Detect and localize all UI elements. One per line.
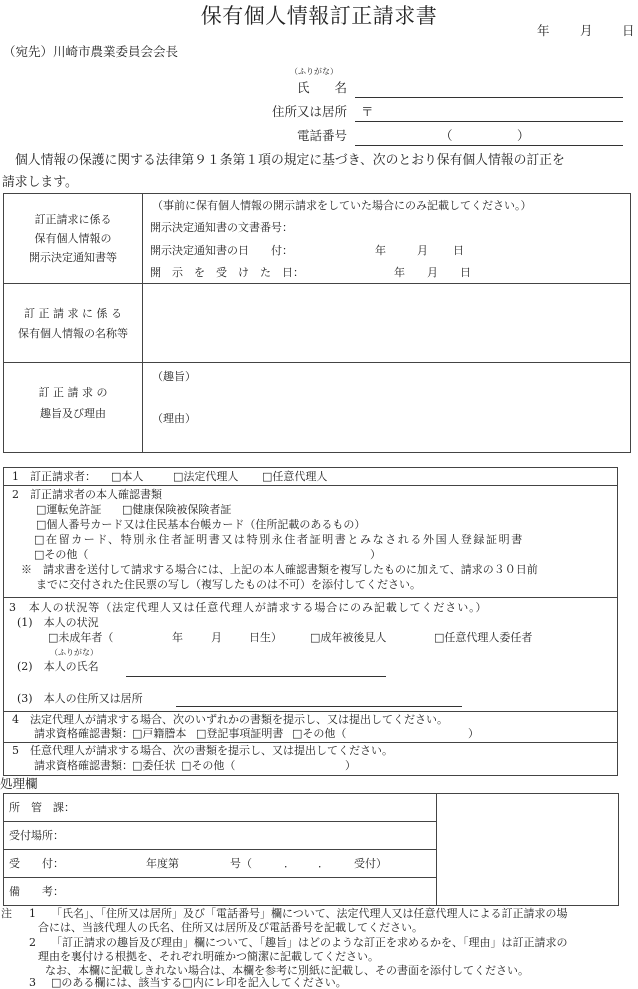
note3-line1: □のある欄には、該当する□内にレ印を記入してください。 [51,976,347,989]
checkbox-health-insurance[interactable]: □健康保険被保険者証 [122,503,232,516]
processing-received-suffix: 受付） [354,857,387,870]
date-day: 日 [622,23,635,38]
processing-dot2: ． [318,857,329,870]
processing-location-label: 受付場所： [9,829,64,842]
section5-docs-label: 請求資格確認書類： [34,759,133,772]
row2-label-line1: 訂 正 請 求 に 係 る [24,307,122,320]
details-row-line [3,485,618,486]
processing-heading: 処理欄 [0,776,38,791]
disclosure-note: （事前に保有個人情報の開示請求をしていた場合にのみ記載してください。） [152,199,532,212]
received-date-label: 開 示 を 受 け た 日： [150,266,304,279]
purpose-label: （趣旨） [152,370,196,383]
address-field[interactable] [355,121,623,122]
section4-label: 4 法定代理人が請求する場合、次のいずれかの書類を提示し、又は提出してください。 [12,713,448,726]
section1-label: 1 訂正請求者： [12,470,96,483]
row1-label-line2: 保有個人情報の [34,232,112,245]
other-id-close-paren: ） [370,548,381,561]
row3-label-line2: 趣旨及び理由 [40,407,106,420]
note1-line2: 合には、当該代理人の氏名、住所又は居所及び電話番号を記載してください。 [38,921,423,934]
main-table-row-line [3,283,631,284]
reason-label: （理由） [152,412,196,425]
note2-line1: 「訂正請求の趣旨及び理由」欄について、「趣旨」はどのような訂正を求めるかを、「理由」は訂正請求の [51,936,568,949]
phone-field[interactable] [355,145,623,146]
processing-fiscal-year: 年度第 [146,857,179,870]
person-furigana-label: （ふりがな） [50,648,98,657]
processing-row-line [3,821,436,822]
checkbox-self[interactable]: □本人 [111,470,144,483]
doc-date-month: 月 [417,244,428,257]
checkbox-power-of-attorney[interactable]: □委任状 [132,759,176,772]
postal-mark: 〒 [361,104,374,119]
person-name-label: (2) 本人の氏名 [17,660,99,673]
main-table-row-line [3,362,631,363]
doc-date-year: 年 [375,244,386,257]
row1-label-line1: 訂正請求に係る [34,213,112,226]
date-year: 年 [537,23,550,38]
minor-birth-day: 日生） [249,631,282,644]
section3-label: 3 本人の状況等（法定代理人又は任意代理人が請求する場合にのみ記載してください。） [9,601,488,614]
processing-department-label: 所 管 課： [9,801,75,814]
minor-birth-year: 年 [172,631,183,644]
checkbox-delegator[interactable]: □任意代理人委任者 [434,631,533,644]
checkbox-residence-card[interactable]: □在留カード、特別永住者証明書又は特別永住者証明書とみなされる外国人登録証明書 [34,533,524,546]
section5-label: 5 任意代理人が請求する場合、次の書類を提示し、又は提出してください。 [12,744,393,757]
processing-dot1: ． [284,857,295,870]
section2-label: 2 訂正請求者の本人確認書類 [12,488,162,501]
note2-line2: 理由を裏付ける根拠を、それぞれ明確かつ簡潔に記載してください。 [38,950,379,963]
person-status-label: (1) 本人の状況 [17,616,99,629]
notes-prefix: 注 [1,907,12,920]
row2-label-line2: 保有個人情報の名称等 [18,327,128,340]
row1-label-line3: 開示決定通知書等 [29,251,117,264]
person-address-field[interactable] [176,706,462,707]
mail-note-line1: ※ 請求書を送付して請求する場合には、上記の本人確認書類を複写したものに加えて、請求の３０日前 [21,563,538,576]
checkbox-family-register[interactable]: □戸籍謄本 [132,727,187,740]
main-table-divider [142,193,143,453]
note3-number: 3 [29,976,36,989]
checkbox-drivers-license[interactable]: □運転免許証 [36,503,102,516]
checkbox-other-voluntary-doc[interactable]: □その他（ [181,759,236,772]
minor-birth-month: 月 [211,631,222,644]
doc-date-day: 日 [453,244,464,257]
processing-remarks-label: 備 考： [9,885,64,898]
phone-open-paren: （ [440,128,453,143]
checkbox-voluntary-rep[interactable]: □任意代理人 [262,470,328,483]
received-date-day: 日 [460,266,471,279]
doc-number-label: 開示決定通知書の文書番号： [150,221,293,234]
person-name-field[interactable] [126,676,386,677]
other-legal-doc-close-paren: ） [468,727,479,740]
received-date-year: 年 [394,266,405,279]
checkbox-other-id[interactable]: □その他（ [34,548,89,561]
note2-number: 2 [29,936,36,949]
name-field[interactable] [355,97,623,98]
checkbox-my-number-card[interactable]: □個人番号カード又は住民基本台帳カード（住所記載のあるもの） [36,518,366,531]
other-voluntary-doc-close-paren: ） [345,759,356,772]
processing-row-line [3,877,436,878]
intro-line1: 個人情報の保護に関する法律第９１条第１項の規定に基づき、次のとおり保有個人情報の訂正を [15,153,565,168]
details-row-line [3,742,618,743]
details-row-line [3,597,618,598]
row3-label-line1: 訂 正 請 求 の [38,386,108,399]
note1-number: 1 [29,907,36,920]
note2-line3: なお、本欄に記載しきれない場合は、本欄を参考に別紙に記載し、その書面を添付してください。 [45,964,529,977]
address-label: 住所又は居所 [271,104,347,119]
furigana-label: （ふりがな） [290,67,338,76]
checkbox-legal-rep[interactable]: □法定代理人 [173,470,239,483]
checkbox-other-legal-doc[interactable]: □その他（ [292,727,347,740]
page-title: 保有個人情報訂正請求書 [200,4,438,28]
checkbox-registry-cert[interactable]: □登記事項証明書 [196,727,284,740]
date-month: 月 [580,23,593,38]
mail-note-line2: までに交付された住民票の写し（複写したものは不可）を添付してください。 [36,578,421,591]
processing-divider [436,793,437,906]
name-label: 氏 名 [296,80,347,95]
processing-row-line [3,849,436,850]
person-address-label: (3) 本人の住所又は居所 [17,692,143,705]
processing-number: 号（ [230,857,252,870]
intro-line2: 請求します。 [2,175,78,190]
details-row-line [3,711,618,712]
phone-close-paren: ） [517,128,530,143]
received-date-month: 月 [427,266,438,279]
doc-date-label: 開示決定通知書の日 付： [150,244,293,257]
phone-label: 電話番号 [296,128,347,143]
addressee: （宛先）川崎市農業委員会会長 [3,44,179,59]
note1-line1: 「氏名」、「住所又は居所」及び「電話番号」欄について、法定代理人又は任意代理人による訂正請求の場 [51,907,568,920]
section4-docs-label: 請求資格確認書類： [34,727,133,740]
info-name-field[interactable] [145,286,628,360]
processing-received-label: 受 付： [9,857,64,870]
checkbox-adult-ward[interactable]: □成年被後見人 [310,631,387,644]
checkbox-minor[interactable]: □未成年者（ [48,631,114,644]
